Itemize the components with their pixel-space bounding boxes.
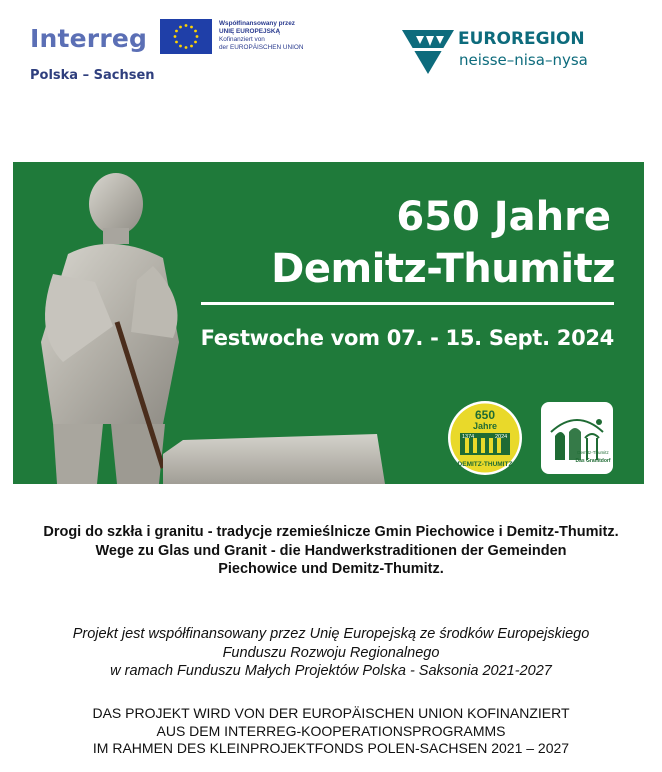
- heading-line: Wege zu Glas und Granit - die Handwerkstraditionen der Gemeinden: [95, 542, 567, 559]
- euroregion-mark-icon: [402, 28, 454, 74]
- eu-star: [174, 35, 177, 38]
- eu-star: [175, 30, 178, 33]
- euroregion-subtitle: neisse–nisa–nysa: [459, 51, 588, 69]
- eu-cofinancing-text: [219, 20, 304, 52]
- granit-logo-line2: Das Granitdorf: [575, 458, 611, 464]
- funding-pl-line: w ramach Funduszu Małych Projektów Polska - Saksonia 2021-2027: [110, 663, 552, 679]
- seal-end-year: 2024: [495, 434, 508, 440]
- eu-star: [185, 46, 188, 49]
- eu-star: [185, 24, 188, 27]
- anniversary-seal-icon: [447, 400, 523, 476]
- seal-number: 650: [474, 408, 496, 422]
- eu-star: [190, 26, 193, 29]
- seal-town: DEMITZ-THUMITZ: [457, 461, 513, 468]
- eu-star: [194, 30, 197, 33]
- banner-subtitle: Festwoche vom 07. - 15. Sept. 2024: [200, 326, 614, 350]
- interreg-region: Polska – Sachsen: [30, 68, 155, 83]
- eu-text-line: Współfinansowany przez: [219, 20, 295, 27]
- eu-text-line: der EUROPÄISCHEN UNION: [219, 44, 304, 51]
- heading-line: Piechowice und Demitz-Thumitz.: [218, 561, 444, 577]
- funding-de-line: AUS DEM INTERREG-KOOPERATIONSPROGRAMMS: [156, 722, 506, 739]
- seal-start-year: 1374: [462, 434, 475, 440]
- funding-de-line: IM RAHMEN DES KLEINPROJEKTFONDS POLEN-SACHSEN 2021 – 2027: [92, 740, 570, 756]
- granit-logo-line1: Demitz-Thumitz: [577, 450, 609, 455]
- eu-star: [179, 45, 182, 48]
- funding-pl-line: Funduszu Rozwoju Regionalnego: [222, 644, 440, 661]
- seal-word: Jahre: [472, 421, 498, 431]
- eu-star: [196, 35, 199, 38]
- banner-title-line2: Demitz-Thumitz: [271, 246, 615, 292]
- funding-pl-line: Projekt jest współfinansowany przez Unię Europejską ze środków Europejskiego: [72, 626, 590, 642]
- interreg-wordmark: Interreg: [30, 24, 148, 53]
- heading-line: Drogi do szkła i granitu - tradycje rzemieślnicze Gmin Piechowice i Demitz-Thumitz.: [43, 524, 619, 540]
- banner-divider: [201, 302, 614, 305]
- project-heading: [0, 523, 662, 579]
- eu-text-line: UNIĘ EUROPEJSKĄ: [219, 28, 281, 35]
- funding-statement-german: [0, 705, 662, 758]
- eu-star: [175, 41, 178, 44]
- eu-star: [190, 45, 193, 48]
- event-banner: [13, 162, 644, 484]
- banner-title-line1: 650 Jahre: [396, 194, 611, 240]
- eu-star: [179, 26, 182, 29]
- interreg-logo: [30, 24, 155, 83]
- eu-text-line: Kofinanziert von: [219, 36, 265, 43]
- funding-de-line: DAS PROJEKT WIRD VON DER EUROPÄISCHEN UNION KOFINANZIERT: [92, 705, 570, 721]
- euroregion-title: EUROREGION: [458, 29, 585, 49]
- eu-flag-icon: [160, 19, 212, 54]
- stone-statue-illustration: [13, 162, 393, 484]
- funding-statement-polish: [0, 625, 662, 681]
- eu-star: [194, 41, 197, 44]
- granitdorf-logo-icon: [541, 402, 613, 474]
